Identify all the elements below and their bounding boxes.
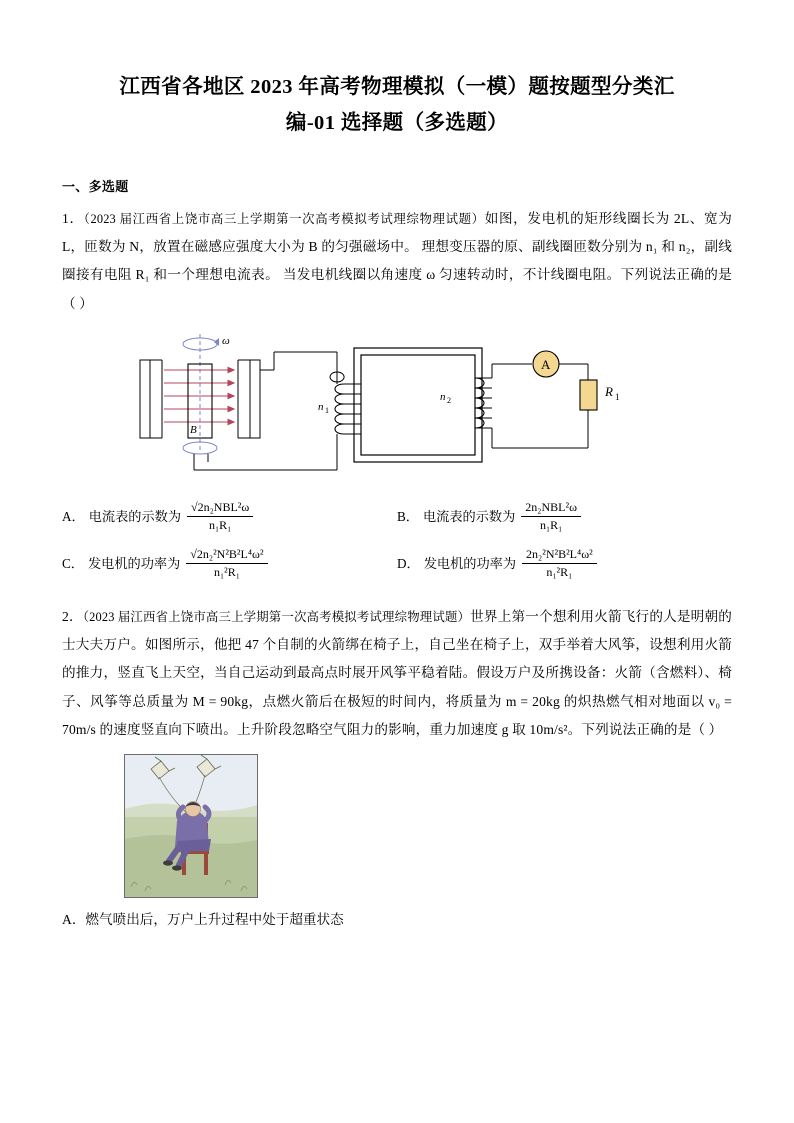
- question-2-option-a-tag: A．: [62, 912, 86, 928]
- option-d-formula: [522, 547, 597, 580]
- question-1-number: 1．: [62, 210, 84, 226]
- option-c-text: 发电机的功率为: [87, 555, 181, 571]
- question-1-body-1: 如图，发电机的矩形线圈长为 2L、宽为 L，匝数为 N，放置在磁感应强度大小为 B 的匀强磁场中。: [62, 210, 732, 255]
- option-d-tag: D．: [397, 555, 420, 571]
- question-2-number: 2．: [62, 608, 83, 624]
- question-2-option-a[interactable]: [62, 908, 732, 928]
- svg-text:B: B: [190, 423, 197, 436]
- option-c-numerator: √2n₂²N²B²L⁴ω²: [186, 547, 267, 564]
- option-c[interactable]: [62, 546, 397, 579]
- question-1-options-row-1: [62, 499, 732, 532]
- section-heading: 一、多选题: [62, 178, 129, 194]
- option-d-denominator: n₁²R₁: [546, 564, 573, 579]
- option-a[interactable]: [62, 499, 397, 532]
- option-a-numerator: √2n₂NBL²ω: [187, 500, 253, 517]
- page-title-line-1: 江西省各地区 2023 年高考物理模拟（一模）题按题型分类汇: [119, 76, 675, 98]
- option-a-denominator: n₁R₁: [208, 517, 232, 532]
- svg-text:1: 1: [615, 391, 620, 402]
- circuit-diagram-svg: [122, 330, 642, 485]
- option-c-formula: [186, 547, 267, 580]
- option-b-text: 电流表的示数为: [422, 508, 516, 524]
- svg-text:n: n: [440, 390, 446, 403]
- question-1-source: （2023 届江西省上饶市高三上学期第一次高考模拟考试理综物理试题）: [83, 211, 485, 226]
- svg-text:n: n: [318, 400, 324, 413]
- option-c-denominator: n₁²R₁: [213, 564, 240, 579]
- question-1-body-3: 当发电机线圈以角速度 ω 匀速转动时，不计线圈电阻。下列说法正确的是（ ）: [62, 267, 732, 311]
- question-2-text: [62, 603, 732, 744]
- question-1-options-row-2: [62, 546, 732, 579]
- question-2-body: 世界上第一个想利用火箭飞行的人是明朝的士大夫万户。如图所示，他把 47 个自制的火箭绑在椅子上，自己坐在椅子上，双手举着大风筝，设想利用火箭的推力，竖直飞上天空，当自己运动到最高点时展开风筝平稳着陆。假设万户及所携设备：火箭（含燃料）、椅子、风筝等总质量为 M = 90kg，点燃火箭后在极短的时间内，将质量为 m = 20kg 的炽热燃气相对地面以 v₀ = 70m/s 的速度竖直向下喷出。上升阶段忽略空气阻力的影响，重力加速度 g 取 10m/s²。下列说法正确的是（ ）: [62, 608, 732, 737]
- option-a-text: 电流表的示数为: [88, 508, 182, 524]
- wanhu-kite-illustration: [124, 754, 258, 898]
- option-b-tag: B．: [397, 508, 419, 524]
- option-b-formula: [521, 500, 581, 533]
- svg-text:2: 2: [447, 395, 451, 405]
- page-title-line-2: 编-01 选择题（多选题）: [285, 111, 509, 134]
- option-a-tag: A．: [62, 508, 85, 524]
- question-2-figure-wrap: [62, 754, 732, 898]
- question-1-figure-wrap: [62, 330, 732, 485]
- option-d-text: 发电机的功率为: [423, 555, 517, 571]
- generator-transformer-circuit: [122, 330, 642, 485]
- page-title: [62, 70, 732, 142]
- option-d-numerator: 2n₂²N²B²L⁴ω²: [522, 547, 597, 564]
- question-2-source: （2023 届江西省上饶市高三上学期第一次高考模拟考试理综物理试题）: [82, 609, 471, 624]
- wanhu-illustration-svg: [125, 755, 257, 897]
- svg-text:A: A: [541, 356, 551, 372]
- option-b-numerator: 2n₂NBL²ω: [521, 500, 581, 517]
- option-b[interactable]: [397, 499, 732, 532]
- svg-text:1: 1: [325, 405, 329, 415]
- option-d[interactable]: [397, 546, 732, 579]
- question-1-text: [62, 205, 732, 318]
- question-1-body-2: 理想变压器的原、副线圈匝数分别为 n₁ 和 n₂，副线圈接有电阻 R₁ 和一个理想电流表。: [62, 239, 732, 283]
- svg-text:ω: ω: [222, 334, 230, 347]
- option-b-denominator: n₁R₁: [539, 517, 563, 532]
- option-a-formula: [187, 500, 253, 533]
- question-2-option-a-text: 燃气喷出后，万户上升过程中处于超重状态: [85, 912, 344, 928]
- option-c-tag: C．: [62, 555, 84, 571]
- svg-text:R: R: [605, 383, 613, 399]
